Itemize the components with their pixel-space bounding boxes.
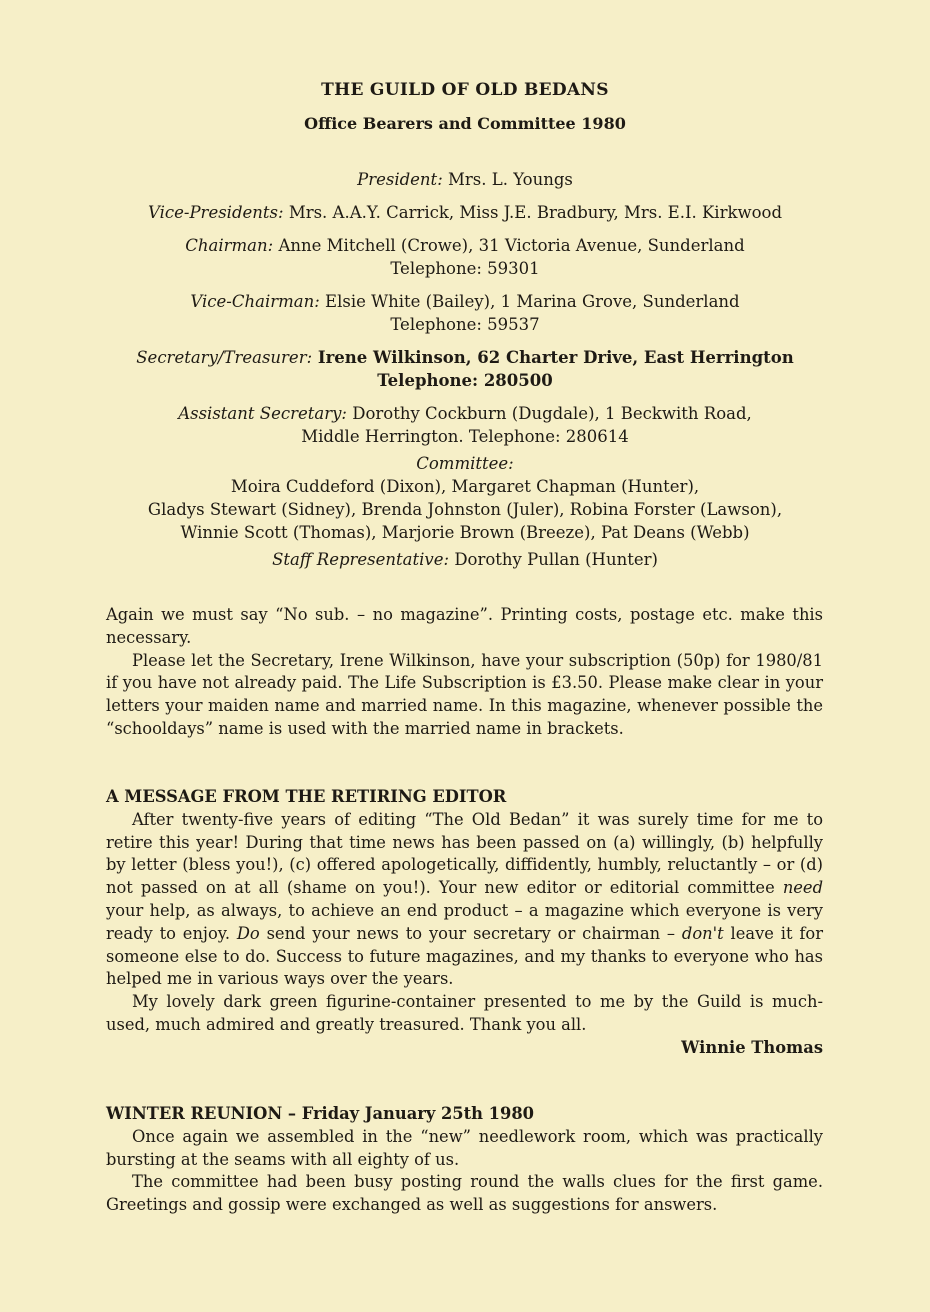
committee-row: [60, 452, 870, 544]
vice-chairman-row: [60, 290, 870, 336]
winter-reunion-paragraph-1: Once again we assembled in the “new” needlework room, which was practically bursting at the seams with all eighty of us.: [106, 1126, 823, 1169]
staff-representative-name: Dorothy Pullan (Hunter): [454, 550, 658, 569]
editor-message-heading: A MESSAGE FROM THE RETIRING EDITOR: [106, 787, 507, 806]
winter-reunion-heading: [106, 1103, 823, 1126]
vice-presidents-label: Vice-Presidents:: [147, 203, 284, 222]
assistant-secretary-details: Dorothy Cockburn (Dugdale), 1 Beckwith Road,: [352, 404, 752, 423]
vice-presidents-names: Mrs. A.A.Y. Carrick, Miss J.E. Bradbury, Mrs. E.I. Kirkwood: [288, 203, 783, 222]
committee-line-1: Moira Cuddeford (Dixon), Margaret Chapman (Hunter),: [230, 477, 700, 496]
document-subtitle: Office Bearers and Committee 1980: [304, 114, 626, 133]
winter-reunion-section: [106, 1103, 823, 1217]
president-row: [60, 168, 870, 191]
document-title: THE GUILD OF OLD BEDANS: [321, 80, 609, 100]
editor-message-paragraph-2: My lovely dark green figurine-container presented to me by the Guild is much-used, much admired and greatly treasured. Thank you all.: [106, 992, 823, 1034]
president-label: President:: [357, 170, 443, 189]
chairman-phone: Telephone: 59301: [390, 259, 540, 278]
editor-message-text-a: After twenty-five years of editing “The Old Bedan” it was surely time for me to retire this year! During that time news has been passed on (a) willingly, (b) helpfully by letter (bless you!), (c) offered apologetically, diffidently, humbly, reluctantly – or (d) not passed on at all (shame on you!). Your new editor or editorial committee: [106, 809, 823, 898]
committee-label: Committee:: [416, 454, 514, 473]
editor-message-text-c: send your news to your secretary or chairman –: [259, 923, 682, 943]
staff-representative-label: Staff Representative:: [272, 550, 450, 569]
president-name: Mrs. L. Youngs: [448, 170, 573, 189]
staff-representative-row: [60, 548, 870, 571]
chairman-label: Chairman:: [185, 236, 274, 255]
vice-chairman-phone: Telephone: 59537: [390, 315, 540, 334]
vice-chairman-label: Vice-Chairman:: [190, 292, 320, 311]
emphasis-dont: don't: [681, 923, 724, 943]
winter-reunion-title: WINTER REUNION: [106, 1104, 283, 1123]
editor-message-paragraph-1: [106, 809, 823, 991]
secretary-phone: Telephone: 280500: [377, 371, 553, 390]
emphasis-need: need: [782, 878, 823, 898]
chairman-row: [60, 234, 870, 280]
vice-presidents-row: [60, 201, 870, 224]
editor-signature: Winnie Thomas: [681, 1037, 823, 1057]
committee-line-3: Winnie Scott (Thomas), Marjorie Brown (Breeze), Pat Deans (Webb): [180, 523, 750, 542]
secretary-details: Irene Wilkinson, 62 Charter Drive, East Herrington: [317, 348, 794, 367]
officers-list: [60, 168, 870, 581]
editor-message-section: [106, 786, 823, 1060]
editor-message-text-d: leave it for someone else to do. Success to future magazines, and my thanks to everyone who has helped me in various ways over the years.: [106, 923, 823, 989]
subscription-paragraph-2: Please let the Secretary, Irene Wilkinson, have your subscription (50p) for 1980/81 if you have not already paid. The Life Subscription is £3.50. Please make clear in your letters your maiden name and married name. In this magazine, whenever possible the “schooldays” name is used with the married name in brackets.: [106, 650, 823, 738]
subscription-paragraph-1: Again we must say “No sub. – no magazine”. Printing costs, postage etc. make this necessary.: [106, 605, 823, 647]
committee-line-2: Gladys Stewart (Sidney), Brenda Johnston (Juler), Robina Forster (Lawson),: [147, 500, 783, 519]
winter-reunion-date: – Friday January 25th 1980: [287, 1104, 534, 1123]
assistant-secretary-row: [60, 402, 870, 448]
assistant-secretary-label: Assistant Secretary:: [178, 404, 347, 423]
vice-chairman-details: Elsie White (Bailey), 1 Marina Grove, Sunderland: [325, 292, 740, 311]
winter-reunion-paragraph-2: The committee had been busy posting round the walls clues for the first game. Greetings and gossip were exchanged as well as suggestions for answers.: [106, 1172, 823, 1215]
assistant-secretary-line2: Middle Herrington. Telephone: 280614: [301, 427, 629, 446]
chairman-details: Anne Mitchell (Crowe), 31 Victoria Avenue, Sunderland: [278, 236, 745, 255]
secretary-label: Secretary/Treasurer:: [136, 348, 313, 367]
secretary-row: [60, 346, 870, 392]
emphasis-do: Do: [236, 923, 260, 943]
editor-message-text-b: your help, as always, to achieve an end product – a magazine which everyone is very ready to enjoy.: [106, 900, 823, 943]
subscription-notice: [106, 604, 823, 741]
